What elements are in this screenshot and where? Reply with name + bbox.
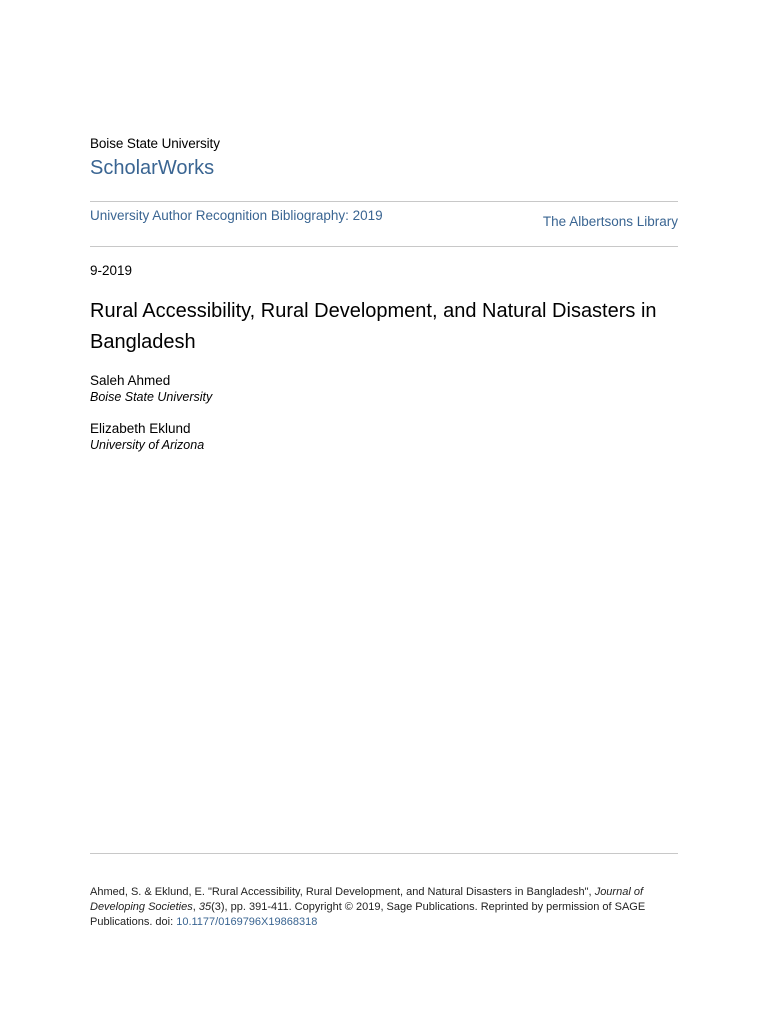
author-affiliation: University of Arizona — [90, 438, 205, 452]
citation-journal: Journal of Developing Societies — [90, 886, 643, 913]
institution-name: Boise State University — [90, 136, 220, 151]
citation-prefix: Ahmed, S. & Eklund, E. "Rural Accessibility, Rural Development, and Natural Disasters in Bangladesh", — [90, 886, 595, 898]
citation-separator: , — [192, 901, 199, 913]
publication-date: 9-2019 — [90, 263, 133, 278]
doi-link[interactable]: 10.1177/0169796X19868318 — [176, 916, 318, 928]
collection-link[interactable]: University Author Recognition Bibliography: 2019 — [90, 208, 383, 223]
author-affiliation: Boise State University — [90, 390, 213, 404]
author-entry — [90, 420, 204, 454]
author-name: Saleh Ahmed — [90, 373, 171, 388]
author-name: Elizabeth Eklund — [90, 421, 191, 436]
divider-top — [90, 201, 678, 202]
cover-page — [90, 0, 678, 1024]
divider-bottom — [90, 853, 678, 854]
citation-volume: 35 — [198, 901, 212, 913]
divider-middle — [90, 246, 678, 247]
library-link[interactable]: The Albertsons Library — [542, 214, 678, 229]
scholarworks-link[interactable]: ScholarWorks — [90, 157, 215, 179]
citation-details: (3), pp. 391-411. Copyright © 2019, Sage Publications. Reprinted by permission of SAGE Publications. doi: — [90, 901, 646, 928]
citation-block — [90, 885, 678, 930]
author-entry — [90, 372, 212, 406]
article-title: Rural Accessibility, Rural Development, and Natural Disasters in Bangladesh — [90, 300, 657, 353]
